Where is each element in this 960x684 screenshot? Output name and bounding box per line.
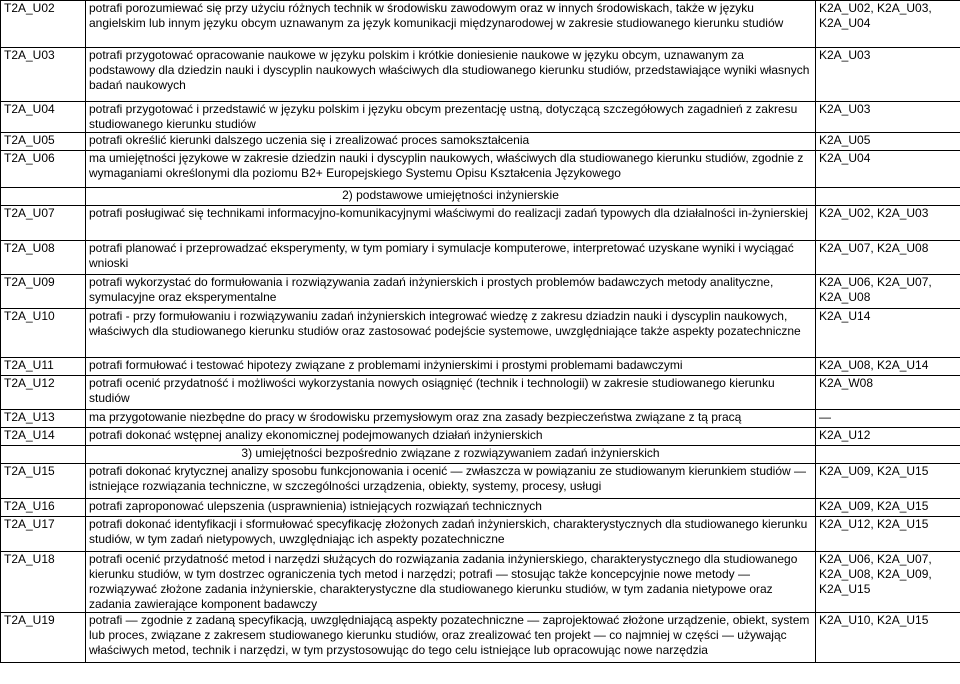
outcome-code: T2A_U10 — [1, 309, 86, 358]
outcome-description: potrafi — zgodnie z zadaną specyfikacją, uwzględniającą aspekty pozatechniczne — zaprojektować złożone urządzenie, obiekt, system lub proces, związane z zakresem studiowanego kierunku studiów, oraz zrealizować ten projekt — co najmniej w części — używając właściwych metod, technik i narzędzi, w tym przystosowując do tego celu istniejące lub opracowując nowe narzędzia — [86, 613, 816, 663]
outcome-reference: K2A_U02, K2A_U03, K2A_U04 — [816, 1, 960, 48]
outcome-reference: K2A_U07, K2A_U08 — [816, 241, 960, 275]
outcome-code: T2A_U13 — [1, 410, 86, 428]
outcome-description: potrafi dokonać identyfikacji i sformułować specyfikację złożonych zadań inżynierskich, charakterystycznych dla studiowanego kierunku studiów, w tym zadań nietypowych, uwzględniając ich aspekty pozatechniczne — [86, 517, 816, 552]
outcome-description: potrafi porozumiewać się przy użyciu różnych technik w środowisku zawodowym oraz w innych środowiskach, także w języku angielskim lub innym języku obcym uznawanym za język komunikacji międzynarodowej w zakresie studiowanego kierunku studiów — [86, 1, 816, 48]
outcome-description: potrafi przygotować i przedstawić w języku polskim i języku obcym prezentację ustną, dotyczącą szczegółowych zagadnień z zakresu studiowanego kierunku studiów — [86, 102, 816, 133]
outcome-code: T2A_U09 — [1, 275, 86, 309]
outcome-code: T2A_U05 — [1, 133, 86, 151]
outcome-code: T2A_U02 — [1, 1, 86, 48]
table-row — [1, 376, 960, 410]
section-row — [1, 446, 960, 464]
outcome-description: potrafi przygotować opracowanie naukowe w języku polskim i krótkie doniesienie naukowe w języku obcym, uznawanym za podstawowy dla dziedzin nauki i dyscyplin naukowych właściwych dla studiowanego kierunku studiów, przedstawiające wyniki własnych badań naukowych — [86, 48, 816, 102]
table-row — [1, 517, 960, 552]
table-row — [1, 309, 960, 358]
table-row — [1, 151, 960, 188]
table-row — [1, 613, 960, 663]
table-row — [1, 241, 960, 275]
outcome-code: T2A_U18 — [1, 552, 86, 613]
table-row — [1, 499, 960, 517]
outcome-reference: K2A_U06, K2A_U07, K2A_U08 — [816, 275, 960, 309]
outcome-code: T2A_U03 — [1, 48, 86, 102]
outcome-code: T2A_U07 — [1, 206, 86, 241]
outcome-reference: K2A_U09, K2A_U15 — [816, 464, 960, 499]
table-row — [1, 1, 960, 48]
outcome-reference: K2A_U12 — [816, 428, 960, 446]
empty-code-cell — [1, 188, 86, 206]
outcome-code: T2A_U06 — [1, 151, 86, 188]
empty-code-cell — [1, 446, 86, 464]
outcome-description: potrafi ocenić przydatność i możliwości wykorzystania nowych osiągnięć (technik i technologii) w zakresie studiowanego kierunku studiów — [86, 376, 816, 410]
outcome-description: ma przygotowanie niezbędne do pracy w środowisku przemysłowym oraz zna zasady bezpieczeństwa związane z tą pracą — [86, 410, 816, 428]
outcome-code: T2A_U16 — [1, 499, 86, 517]
outcome-description: potrafi - przy formułowaniu i rozwiązywaniu zadań inżynierskich integrować wiedzę z zakresu dziadzin nauki i dyscyplin naukowych, właściwych dla studiowanego kierunku studiów oraz zastosować podejście systemowe, uwzględniające także aspekty pozatechniczne — [86, 309, 816, 358]
outcome-description: potrafi określić kierunki dalszego uczenia się i zrealizować proces samokształcenia — [86, 133, 816, 151]
empty-reference-cell — [816, 188, 960, 206]
outcome-reference: K2A_U03 — [816, 48, 960, 102]
outcome-code: T2A_U19 — [1, 613, 86, 663]
outcome-code: T2A_U11 — [1, 358, 86, 376]
table-row — [1, 206, 960, 241]
table-row — [1, 102, 960, 133]
outcome-reference: K2A_U03 — [816, 102, 960, 133]
outcome-reference: K2A_U04 — [816, 151, 960, 188]
outcome-code: T2A_U08 — [1, 241, 86, 275]
outcome-reference: K2A_U05 — [816, 133, 960, 151]
outcome-reference: K2A_U10, K2A_U15 — [816, 613, 960, 663]
outcome-description: potrafi posługiwać się technikami informacyjno-komunikacyjnymi właściwymi do realizacji zadań typowych dla działalności in-żynierskiej — [86, 206, 816, 241]
outcome-reference: K2A_U08, K2A_U14 — [816, 358, 960, 376]
section-heading: 2) podstawowe umiejętności inżynierskie — [86, 188, 816, 206]
outcome-code: T2A_U17 — [1, 517, 86, 552]
table-row — [1, 358, 960, 376]
outcome-description: potrafi formułować i testować hipotezy związane z problemami inżynierskimi i prostymi problemami badawczymi — [86, 358, 816, 376]
outcome-reference: K2A_U02, K2A_U03 — [816, 206, 960, 241]
outcome-reference: K2A_U12, K2A_U15 — [816, 517, 960, 552]
outcome-description: potrafi ocenić przydatność metod i narzędzi służących do rozwiązania zadania inżynierskiego, charakterystycznego dla studiowanego kierunku studiów, w tym dostrzec ograniczenia tych metod i narzędzi; potrafi — stosując także koncepcyjnie nowe metody — rozwiązywać złożone zadania inżynierskie, charakterystyczne dla studiowanego kierunku studiów, w tym zadania nietypowe oraz zadania zawierające komponent badawczy — [86, 552, 816, 613]
outcome-code: T2A_U04 — [1, 102, 86, 133]
table-row — [1, 133, 960, 151]
outcome-description: potrafi dokonać krytycznej analizy sposobu funkcjonowania i ocenić — zwłaszcza w powiązaniu ze studiowanym kierunkiem studiów — istniejące rozwiązania techniczne, w szczególności urządzenia, obiekty, systemy, procesy, usługi — [86, 464, 816, 499]
outcome-code: T2A_U14 — [1, 428, 86, 446]
empty-reference-cell — [816, 446, 960, 464]
table-row — [1, 48, 960, 102]
outcome-code: T2A_U12 — [1, 376, 86, 410]
outcome-description: potrafi planować i przeprowadzać eksperymenty, w tym pomiary i symulacje komputerowe, interpretować uzyskane wyniki i wyciągać wnioski — [86, 241, 816, 275]
outcome-description: ma umiejętności językowe w zakresie dziedzin nauki i dyscyplin naukowych, właściwych dla studiowanego kierunku studiów, zgodnie z wymaganiami określonymi dla poziomu B2+ Europejskiego Systemu Opisu Kształcenia Językowego — [86, 151, 816, 188]
outcome-description: potrafi zaproponować ulepszenia (usprawnienia) istniejących rozwiązań technicznych — [86, 499, 816, 517]
table-row — [1, 464, 960, 499]
outcome-reference: K2A_U06, K2A_U07, K2A_U08, K2A_U09, K2A_U15 — [816, 552, 960, 613]
outcome-reference: K2A_U14 — [816, 309, 960, 358]
outcome-code: T2A_U15 — [1, 464, 86, 499]
outcome-description: potrafi dokonać wstępnej analizy ekonomicznej podejmowanych działań inżynierskich — [86, 428, 816, 446]
table-row — [1, 552, 960, 613]
table-row — [1, 410, 960, 428]
section-row — [1, 188, 960, 206]
outcome-reference: K2A_W08 — [816, 376, 960, 410]
outcome-description: potrafi wykorzystać do formułowania i rozwiązywania zadań inżynierskich i prostych problemów badawczych metody analityczne, symulacyjne oraz eksperymentalne — [86, 275, 816, 309]
section-heading: 3) umiejętności bezpośrednio związane z rozwiązywaniem zadań inżynierskich — [86, 446, 816, 464]
outcome-reference: — — [816, 410, 960, 428]
table-row — [1, 428, 960, 446]
outcome-reference: K2A_U09, K2A_U15 — [816, 499, 960, 517]
table-row — [1, 275, 960, 309]
